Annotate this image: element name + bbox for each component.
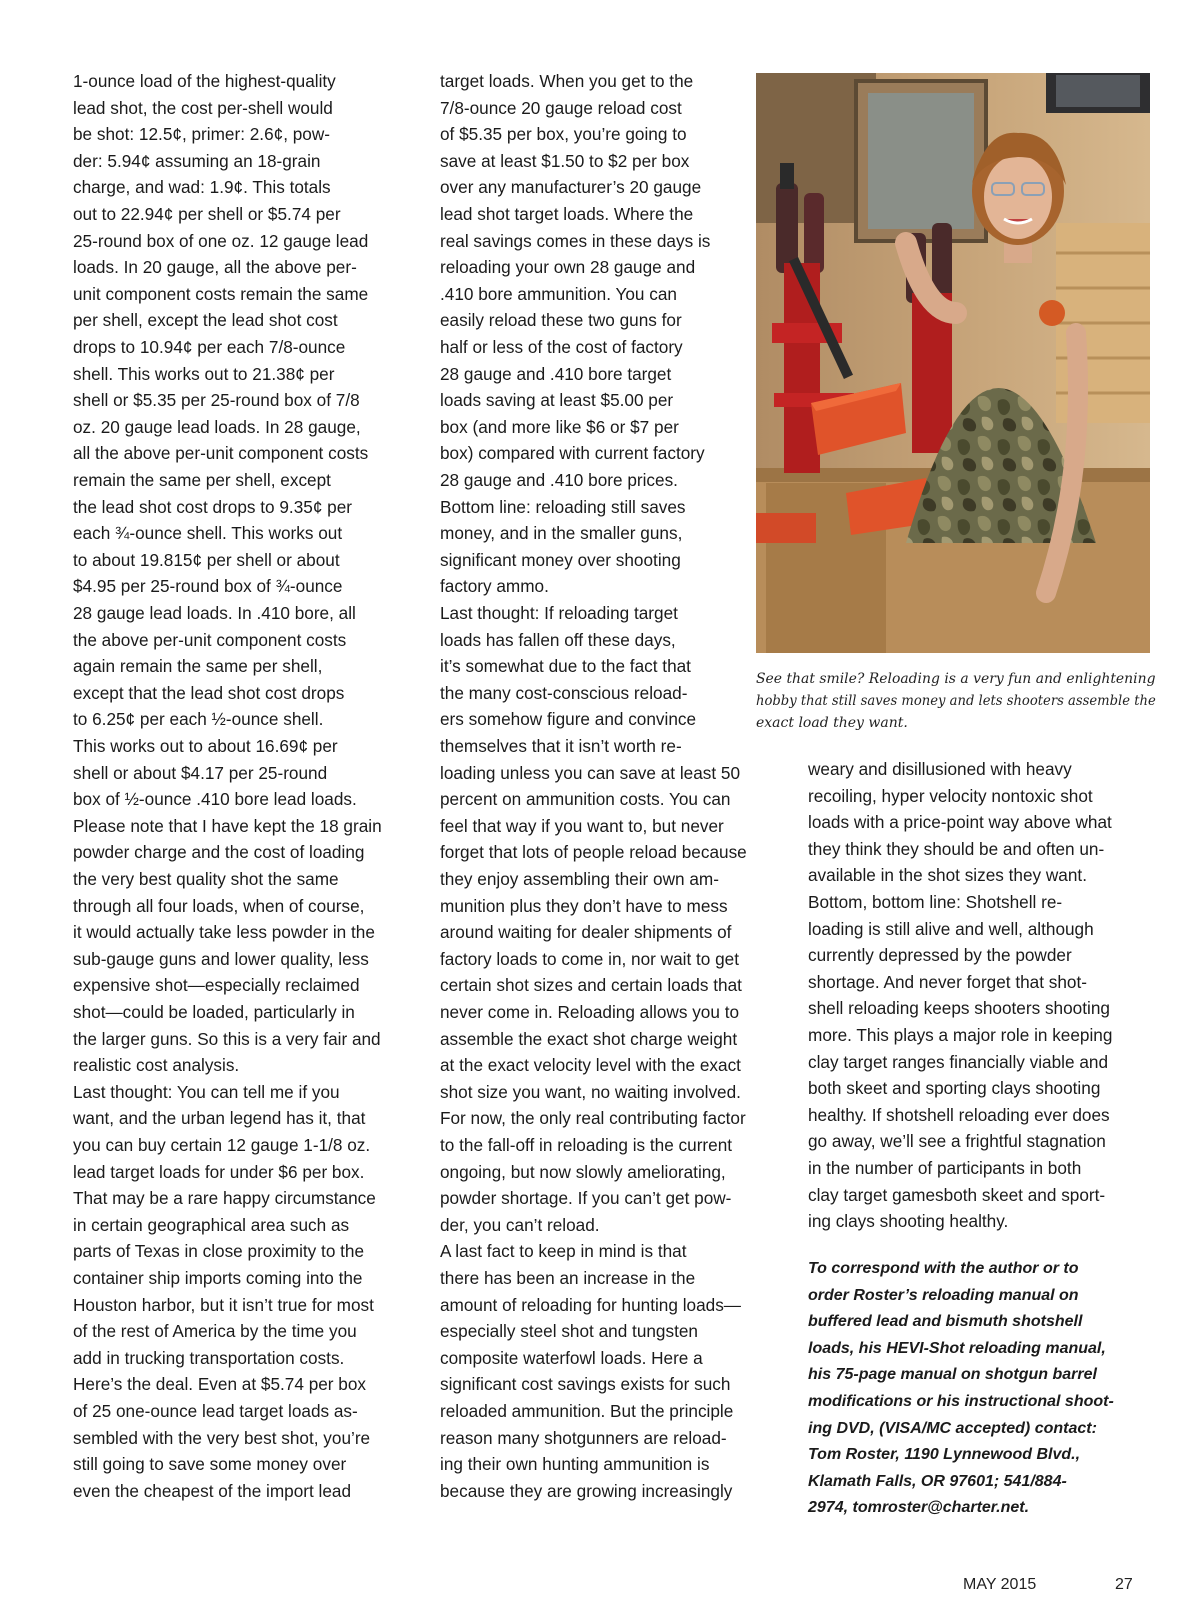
text-line: der: 5.94¢ assuming an 18-grain — [73, 150, 321, 171]
text-line: at the exact velocity level with the exact — [440, 1055, 741, 1076]
text-line: each ¾-ounce shell. This works out — [73, 523, 343, 544]
text-line: 28 gauge and .410 bore target — [440, 363, 672, 384]
text-line: even the cheapest of the import lead — [73, 1480, 352, 1501]
text-line: lead shot target loads. Where the — [440, 204, 694, 224]
text-line: they think they should be and often un- — [808, 838, 1105, 859]
text-line: out to 22.94¢ per shell or $5.74 per — [73, 204, 341, 224]
text-line: themselves that it isn’t worth re- — [440, 736, 682, 756]
text-line: lead target loads for under $6 per box. — [73, 1161, 365, 1182]
text-line: sembled with the very best shot, you’re — [73, 1427, 371, 1448]
caption-line: hobby that still saves money and lets shooters assemble the — [756, 693, 1156, 709]
text-line: powder charge and the cost of loading — [73, 842, 365, 863]
text-line: shortage. And never forget that shot- — [808, 971, 1087, 992]
text-line: shell. This works out to 21.38¢ per — [73, 363, 335, 384]
reloading-photo — [756, 73, 1150, 653]
text-line: .410 bore ammunition. You can — [440, 283, 677, 304]
text-line: all the above per-unit component costs — [73, 443, 369, 464]
text-line: 7/8-ounce 20 gauge reload cost — [440, 97, 682, 118]
text-line: especially steel shot and tungsten — [440, 1321, 698, 1342]
text-line: assemble the exact shot charge weight — [440, 1028, 738, 1049]
text-line: save at least $1.50 to $2 per box — [440, 150, 690, 171]
text-line: drops to 10.94¢ per each 7/8-ounce — [73, 337, 346, 357]
credit-line: loads, his HEVI-Shot reloading manual, — [808, 1339, 1106, 1357]
text-line: it would actually take less powder in the — [73, 922, 375, 943]
text-line: That may be a rare happy circumstance — [73, 1188, 376, 1209]
text-line: box) compared with current factory — [440, 443, 705, 464]
text-line: A last fact to keep in mind is that — [440, 1241, 687, 1262]
text-line: except that the lead shot cost drops — [73, 682, 345, 703]
credit-line: modifications or his instructional shoot- — [808, 1393, 1114, 1410]
text-line: loading unless you can save at least 50 — [440, 762, 741, 783]
text-line: again remain the same per shell, — [73, 656, 323, 677]
text-line: in the number of participants in both — [808, 1158, 1082, 1178]
photo-illustration — [756, 73, 1150, 653]
text-line: recoiling, hyper velocity nontoxic shot — [808, 785, 1093, 806]
text-line: certain shot sizes and certain loads that — [440, 975, 742, 996]
text-line: loads saving at least $5.00 per — [440, 390, 674, 411]
text-line: powder shortage. If you can’t get pow- — [440, 1188, 732, 1209]
text-line: 1-ounce load of the highest-quality — [73, 71, 336, 91]
text-line: loads has fallen off these days, — [440, 629, 676, 650]
text-line: clay target ranges financially viable and — [808, 1051, 1109, 1072]
text-line: weary and disillusioned with heavy — [808, 759, 1072, 779]
text-line: per shell, except the lead shot cost — [73, 310, 338, 331]
photo-caption — [756, 668, 1156, 734]
text-line: Last thought: You can tell me if you — [73, 1081, 340, 1102]
text-line: the very best quality shot the same — [73, 869, 339, 889]
text-line: Here’s the deal. Even at $5.74 per box — [73, 1374, 367, 1395]
text-line: it’s somewhat due to the fact that — [440, 656, 691, 677]
text-line: oz. 20 gauge lead loads. In 28 gauge, — [73, 416, 361, 437]
text-line: loading is still alive and well, although — [808, 918, 1094, 939]
text-line: shell reloading keeps shooters shooting — [808, 998, 1110, 1019]
text-line: ing clays shooting healthy. — [808, 1211, 1009, 1232]
text-line: Please note that I have kept the 18 grain — [73, 815, 382, 836]
page-number: 27 — [1115, 1576, 1133, 1593]
text-line: around waiting for dealer shipments of — [440, 922, 732, 943]
text-line: more. This plays a major role in keeping — [808, 1025, 1113, 1045]
text-line: shot size you want, no waiting involved. — [440, 1081, 741, 1102]
text-line: to 6.25¢ per each ½-ounce shell. — [73, 709, 324, 730]
caption-line: See that smile? Reloading is a very fun and enlightening — [756, 671, 1156, 687]
credit-line: 2974, tomroster@charter.net. — [808, 1499, 1030, 1517]
text-line: feel that way if you want to, but never — [440, 815, 724, 836]
text-line: forget that lots of people reload because — [440, 842, 747, 863]
text-line: der, you can’t reload. — [440, 1214, 600, 1235]
credit-line: his 75-page manual on shotgun barrel — [808, 1366, 1097, 1384]
text-line: both skeet and sporting clays shooting — [808, 1078, 1101, 1099]
text-line: the larger guns. So this is a very fair and — [73, 1028, 381, 1049]
text-line: healthy. If shotshell reloading ever does — [808, 1104, 1110, 1125]
text-line: sub-gauge guns and lower quality, less — [73, 948, 369, 969]
text-line: shell or $5.35 per 25-round box of 7/8 — [73, 390, 360, 411]
text-line: reloaded ammunition. But the principle — [440, 1401, 734, 1421]
text-line: amount of reloading for hunting loads— — [440, 1294, 741, 1315]
text-line: available in the shot sizes they want. — [808, 865, 1087, 886]
credit-line: Klamath Falls, OR 97601; 541/884- — [808, 1472, 1067, 1490]
text-line: in certain geographical area such as — [73, 1214, 350, 1235]
text-line: munition plus they don’t have to mess — [440, 895, 728, 916]
text-line: Last thought: If reloading target — [440, 603, 678, 623]
text-line: the lead shot cost drops to 9.35¢ per — [73, 496, 353, 517]
text-line: loads. In 20 gauge, all the above per- — [73, 257, 357, 278]
text-line: still going to save some money over — [73, 1454, 347, 1475]
text-line: currently depressed by the powder — [808, 945, 1072, 966]
text-line: never come in. Reloading allows you to — [440, 1002, 740, 1022]
text-line: to about 19.815¢ per shell or about — [73, 549, 340, 570]
text-line: Bottom line: reloading still saves — [440, 496, 686, 517]
text-line: container ship imports coming into the — [73, 1268, 363, 1288]
text-line: factory loads to come in, nor wait to get — [440, 948, 740, 969]
text-line: of the rest of America by the time you — [73, 1321, 357, 1342]
text-line: ing their own hunting ammunition is — [440, 1454, 710, 1475]
text-line: the many cost-conscious reload- — [440, 682, 688, 703]
text-line: expensive shot—especially reclaimed — [73, 975, 360, 996]
text-line: charge, and wad: 1.9¢. This totals — [73, 177, 331, 198]
text-line: significant money over shooting — [440, 549, 681, 570]
text-line: over any manufacturer’s 20 gauge — [440, 177, 702, 198]
text-line: they enjoy assembling their own am- — [440, 869, 719, 889]
credit-line: ing DVD, (VISA/MC accepted) contact: — [808, 1419, 1097, 1437]
text-line: ongoing, but now slowly ameliorating, — [440, 1161, 726, 1182]
text-line: 28 gauge lead loads. In .410 bore, all — [73, 603, 356, 623]
text-line: box of ½-ounce .410 bore lead loads. — [73, 789, 357, 810]
credit-line: Tom Roster, 1190 Lynnewood Blvd., — [808, 1446, 1081, 1464]
text-line: box (and more like $6 or $7 per — [440, 416, 679, 437]
text-line: loads with a price-point way above what — [808, 812, 1112, 833]
text-line: factory ammo. — [440, 576, 549, 597]
text-line: 25-round box of one oz. 12 gauge lead — [73, 230, 369, 251]
text-line: significant cost savings exists for such — [440, 1374, 731, 1395]
text-line: Bottom, bottom line: Shotshell re- — [808, 892, 1063, 912]
text-line: target loads. When you get to the — [440, 71, 694, 91]
text-line: remain the same per shell, except — [73, 470, 331, 490]
text-line: This works out to about 16.69¢ per — [73, 736, 338, 756]
text-line: be shot: 12.5¢, primer: 2.6¢, pow- — [73, 124, 330, 145]
text-line: For now, the only real contributing factor — [440, 1108, 746, 1129]
text-line: reason many shotgunners are reload- — [440, 1427, 727, 1448]
text-line: easily reload these two guns for — [440, 310, 682, 331]
credit-line: buffered lead and bismuth shotshell — [808, 1313, 1083, 1331]
text-line: ers somehow figure and convince — [440, 709, 697, 730]
text-line: clay target gamesboth skeet and sport- — [808, 1184, 1106, 1205]
text-line: composite waterfowl loads. Here a — [440, 1347, 703, 1368]
text-line: realistic cost analysis. — [73, 1055, 240, 1076]
credit-line: order Roster’s reloading manual on — [808, 1286, 1079, 1304]
text-line: reloading your own 28 gauge and — [440, 257, 696, 278]
text-line: go away, we’ll see a frightful stagnation — [808, 1131, 1106, 1152]
text-line: shot—could be loaded, particularly in — [73, 1002, 355, 1022]
text-line: 28 gauge and .410 bore prices. — [440, 470, 678, 490]
text-line: Houston harbor, but it isn’t true for most — [73, 1294, 374, 1315]
text-line: $4.95 per 25-round box of ¾-ounce — [73, 576, 343, 597]
text-line: there has been an increase in the — [440, 1268, 696, 1288]
text-line: money, and in the smaller guns, — [440, 523, 683, 544]
text-line: you can buy certain 12 gauge 1-1/8 oz. — [73, 1135, 371, 1155]
text-line: of $5.35 per box, you’re going to — [440, 124, 687, 145]
text-line: percent on ammunition costs. You can — [440, 789, 731, 810]
text-line: lead shot, the cost per-shell would — [73, 97, 333, 118]
text-line: the above per-unit component costs — [73, 629, 347, 650]
caption-line: exact load they want. — [756, 715, 908, 731]
text-line: half or less of the cost of factory — [440, 337, 683, 357]
text-line: because they are growing increasingly — [440, 1480, 733, 1501]
text-line: unit component costs remain the same — [73, 283, 369, 304]
text-line: real savings comes in these days is — [440, 230, 711, 251]
text-line: to the fall-off in reloading is the current — [440, 1135, 733, 1155]
credit-line: To correspond with the author or to — [808, 1260, 1079, 1277]
text-line: add in trucking transportation costs. — [73, 1347, 345, 1368]
text-line: through all four loads, when of course, — [73, 895, 365, 916]
text-line: want, and the urban legend has it, that — [73, 1108, 366, 1129]
text-line: shell or about $4.17 per 25-round — [73, 762, 328, 783]
text-line: parts of Texas in close proximity to the — [73, 1241, 365, 1262]
issue-date: MAY 2015 — [963, 1576, 1037, 1593]
text-line: of 25 one-ounce lead target loads as- — [73, 1401, 358, 1421]
